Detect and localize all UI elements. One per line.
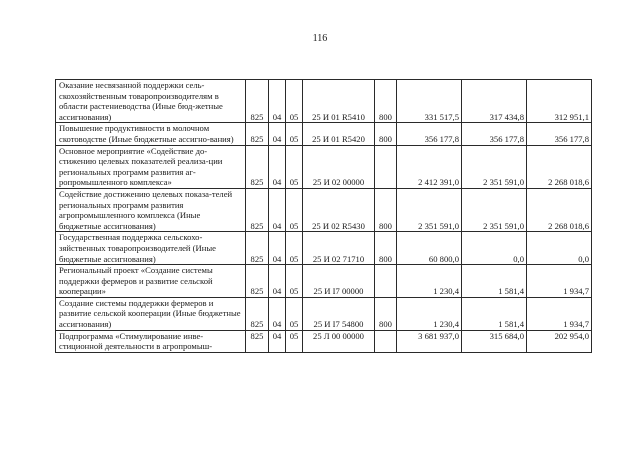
ministry-code: 825 xyxy=(246,330,269,352)
table-row xyxy=(56,330,592,352)
row-name: Государственная поддержка сельскохо-зяйственных товаропроизводителей (Иные бюджетные ассигнования) xyxy=(56,232,246,265)
target-article-code: 25 Л 00 00000 xyxy=(303,330,375,352)
ministry-code: 825 xyxy=(246,265,269,298)
expense-type-code: 800 xyxy=(375,188,397,231)
target-article-code: 25 И 01 R5410 xyxy=(303,80,375,123)
amount-year-1: 60 800,0 xyxy=(397,232,462,265)
amount-year-3: 356 177,8 xyxy=(527,123,592,145)
expense-type-code: 800 xyxy=(375,232,397,265)
target-article-code: 25 И 01 R5420 xyxy=(303,123,375,145)
target-article-code: 25 И I7 00000 xyxy=(303,265,375,298)
subsection-code: 05 xyxy=(286,232,303,265)
ministry-code: 825 xyxy=(246,232,269,265)
row-name: Оказание несвязанной поддержки сель-скохозяйственным товаропроизводителям в области растениеводства (Иные бюд-жетные ассигнования) xyxy=(56,80,246,123)
section-code: 04 xyxy=(269,330,286,352)
amount-year-1: 1 230,4 xyxy=(397,265,462,298)
section-code: 04 xyxy=(269,297,286,330)
amount-year-1: 1 230,4 xyxy=(397,297,462,330)
amount-year-3: 1 934,7 xyxy=(527,297,592,330)
ministry-code: 825 xyxy=(246,297,269,330)
subsection-code: 05 xyxy=(286,265,303,298)
amount-year-3: 1 934,7 xyxy=(527,265,592,298)
section-code: 04 xyxy=(269,80,286,123)
table-row xyxy=(56,265,592,298)
row-name: Повышение продуктивности в молочном скотоводстве (Иные бюджетные ассигно-вания) xyxy=(56,123,246,145)
table-row xyxy=(56,123,592,145)
table-row xyxy=(56,80,592,123)
row-name: Региональный проект «Создание системы поддержки фермеров и развитие сельской кооперации» xyxy=(56,265,246,298)
row-name: Основное мероприятие «Содействие до-стижению целевых показателей реализа-ции региональных программ развития аг-ропромышленного комплекса» xyxy=(56,145,246,188)
ministry-code: 825 xyxy=(246,145,269,188)
expense-type-code: 800 xyxy=(375,80,397,123)
expense-type-code xyxy=(375,330,397,352)
amount-year-1: 3 681 937,0 xyxy=(397,330,462,352)
subsection-code: 05 xyxy=(286,188,303,231)
amount-year-2: 315 684,0 xyxy=(462,330,527,352)
expense-type-code xyxy=(375,145,397,188)
expense-type-code: 800 xyxy=(375,297,397,330)
amount-year-2: 356 177,8 xyxy=(462,123,527,145)
amount-year-2: 1 581,4 xyxy=(462,265,527,298)
section-code: 04 xyxy=(269,188,286,231)
amount-year-2: 2 351 591,0 xyxy=(462,188,527,231)
subsection-code: 05 xyxy=(286,80,303,123)
amount-year-1: 2 412 391,0 xyxy=(397,145,462,188)
amount-year-1: 331 517,5 xyxy=(397,80,462,123)
amount-year-3: 202 954,0 xyxy=(527,330,592,352)
amount-year-1: 2 351 591,0 xyxy=(397,188,462,231)
target-article-code: 25 И 02 00000 xyxy=(303,145,375,188)
expense-type-code: 800 xyxy=(375,123,397,145)
page-number: 116 xyxy=(312,33,328,44)
table-row xyxy=(56,145,592,188)
table-row xyxy=(56,297,592,330)
subsection-code: 05 xyxy=(286,297,303,330)
amount-year-3: 2 268 018,6 xyxy=(527,145,592,188)
amount-year-3: 312 951,1 xyxy=(527,80,592,123)
subsection-code: 05 xyxy=(286,330,303,352)
row-name: Содействие достижению целевых показа-телей региональных программ развития агропромышленного комплекса (Иные бюджетные ассигнования) xyxy=(56,188,246,231)
target-article-code: 25 И 02 R5430 xyxy=(303,188,375,231)
amount-year-2: 0,0 xyxy=(462,232,527,265)
section-code: 04 xyxy=(269,123,286,145)
expense-type-code xyxy=(375,265,397,298)
row-name: Подпрограмма «Стимулирование инве-стиционной деятельности в агропромыш- xyxy=(56,330,246,352)
section-code: 04 xyxy=(269,265,286,298)
table-row xyxy=(56,232,592,265)
target-article-code: 25 И 02 71710 xyxy=(303,232,375,265)
amount-year-2: 317 434,8 xyxy=(462,80,527,123)
amount-year-2: 1 581,4 xyxy=(462,297,527,330)
section-code: 04 xyxy=(269,232,286,265)
amount-year-2: 2 351 591,0 xyxy=(462,145,527,188)
amount-year-3: 0,0 xyxy=(527,232,592,265)
target-article-code: 25 И I7 54800 xyxy=(303,297,375,330)
section-code: 04 xyxy=(269,145,286,188)
amount-year-3: 2 268 018,6 xyxy=(527,188,592,231)
ministry-code: 825 xyxy=(246,123,269,145)
ministry-code: 825 xyxy=(246,188,269,231)
subsection-code: 05 xyxy=(286,123,303,145)
row-name: Создание системы поддержки фермеров и развитие сельской кооперации (Иные бюджетные ассигнования) xyxy=(56,297,246,330)
table-row xyxy=(56,188,592,231)
subsection-code: 05 xyxy=(286,145,303,188)
budget-table xyxy=(55,79,592,353)
ministry-code: 825 xyxy=(246,80,269,123)
amount-year-1: 356 177,8 xyxy=(397,123,462,145)
